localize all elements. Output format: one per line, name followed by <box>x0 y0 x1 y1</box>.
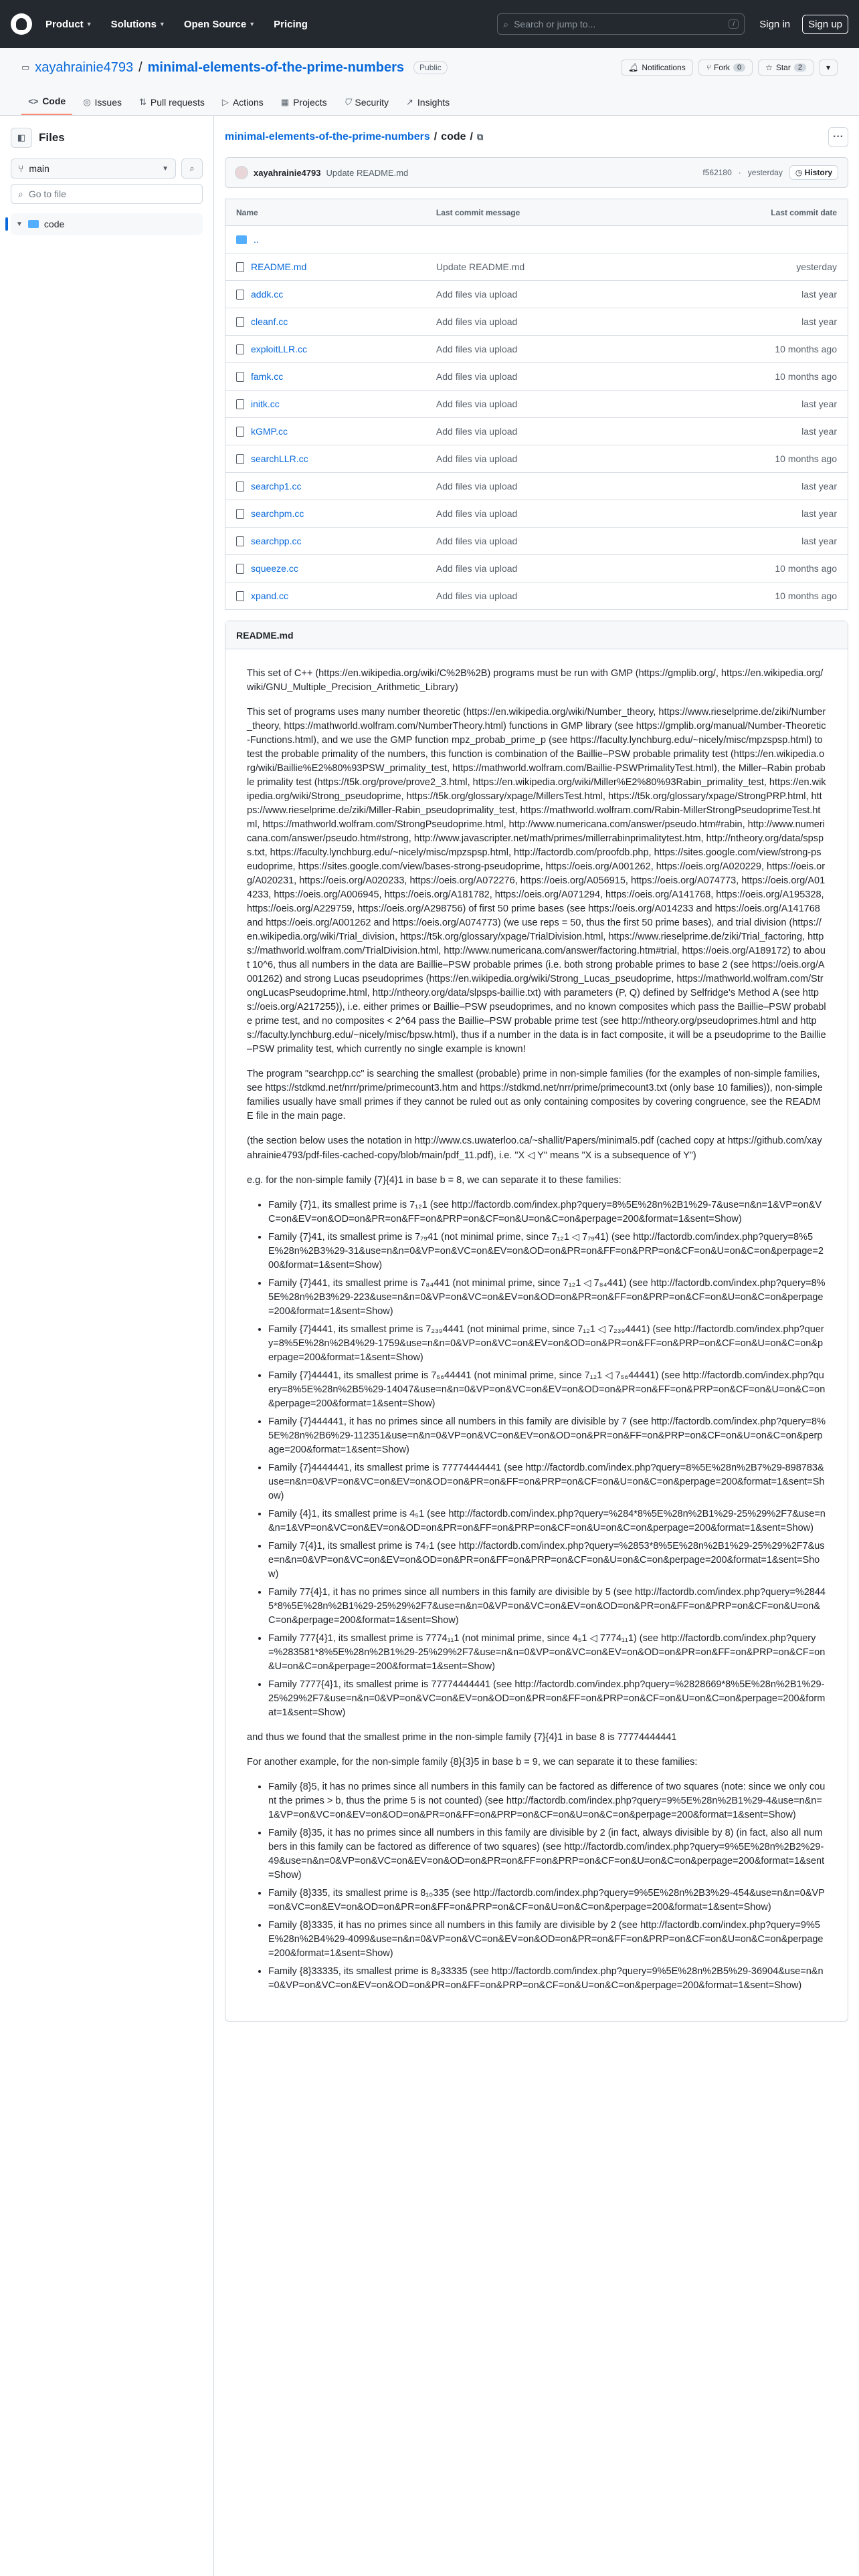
latest-commit-bar <box>225 157 848 188</box>
bell-icon: 🔔︎ <box>628 63 639 72</box>
star-dropdown-button[interactable] <box>819 60 838 76</box>
file-name-link[interactable]: searchpm.cc <box>251 508 304 519</box>
sidebar-item-label: code <box>43 219 65 229</box>
tab-label: Pull requests <box>150 97 205 108</box>
chevron-down-icon: ▾ <box>826 63 830 72</box>
notifications-button[interactable] <box>621 60 693 76</box>
table-row[interactable] <box>225 445 848 473</box>
commit-message-link[interactable]: Add files via upload <box>436 426 518 437</box>
fork-button[interactable] <box>698 60 753 76</box>
go-to-file-placeholder: Go to file <box>28 189 66 199</box>
main-content <box>214 116 859 2576</box>
list-item: • Family {7}4441, its smallest prime is 7₂₃₉4441 (not minimal prime, since 7₁₂1 ◁ 7₂₃₉4441) (see http://factordb.com/index.php?query=8%5E%28n%2B4%29-1759&use=n&n=0&VP=on&VC=on&EV=on&OD=on&PR=on&FF=on&PRP=on&CF=on&U=on&C=on&perpage=200&format=1&sent=Show) <box>268 1323 826 1365</box>
commit-message-link[interactable]: Add files via upload <box>436 563 518 574</box>
branch-icon: ⑂ <box>18 163 24 174</box>
readme-paragraph: This set of programs uses many number theoretic (https://en.wikipedia.org/wiki/Number_theory, https://www.rieselprime.de/ziki/Number_theory, https://mathworld.wolfram.com/NumberTheory.html) functions in GMP library (see https://gmplib.org/manual/Number-Theoretic-Functions.html), and we use the GMP function mpz_probab_prime_p (see https://faculty.lynchburg.edu/~nicely/misc/mpzspsp.html) to test the probable primality of the numbers, this function is combination of the Baillie–PSW probable primality test (https://en.wikipedia.org/wiki/Baillie%E2%80%93PSW_primality_test, https://mathworld.wolfram.com/Baillie-PSWPrimalityTest.html), the Miller–Rabin probable primality test (https://t5k.org/prove/prove2_3.html, https://en.wikipedia.org/wiki/Miller%E2%80%93Rabin_primality_test, https://en.wikipedia.org/wiki/Strong_pseudoprime, https://t5k.org/glossary/xpage/MillersTest.html, https://t5k.org/glossary/xpage/StrongPRP.html, https://www.rieselprime.de/ziki/Miller-Rabin_pseudoprimality_test, https://mathworld.wolfram.com/Rabin-MillerStrongPseudoprimeTest.html, https://mathworld.wolfram.com/StrongPseudoprime.html, http://www.numericana.com/answer/pseudo.htm#rabin, http://www.numericana.com/answer/pseudo.htm#strong, http://www.javascripter.net/math/primes/millerrabinprimalitytest.htm, http://ntheory.org/data/spsps.txt, https://faculty.lynchburg.edu/~nicely/misc/mpzspsp.html, http://factordb.com/proofdb.php, https://sites.google.com/view/strong-pseudoprime, https://sites.google.com/view/bases-strong-pseudoprime, https://oeis.org/A001262, https://oeis.org/A020229, https://oeis.org/A020231, https://oeis.org/A020233, https://oeis.org/A072276, https://oeis.org/A056915, https://oeis.org/A074773, https://oeis.org/A014233, https://oeis.org/A006945, https://oeis.org/A181782, https://oeis.org/A071294, https://oeis.org/A141768, https://oeis.org/A195328, https://oeis.org/A229759, https://oeis.org/A298756) of first 50 prime bases (see https://oeis.org/A014233 and https://oeis.org/A141768 and https://oeis.org/A001262 and https://oeis.org/A074773) (we use reps = 50, thus the first 50 prime bases), and trial division (https://en.wikipedia.org/wiki/Trial_division, https://t5k.org/glossary/xpage/TrialDivision.html, https://www.rieselprime.de/ziki/Trial_factoring, https://mathworld.wolfram.com/TrialDivision.html, http://www.numericana.com/answer/factoring.htm#trial, https://oeis.org/A189172) to about 10^6, thus all numbers in the data are Baillie–PSW probable primes (i.e. both strong probable primes to base 2 (see https://oeis.org/A001262) and strong Lucas pseudoprimes (https://en.wikipedia.org/wiki/Strong_Lucas_pseudoprime, https://mathworld.wolfram.com/StrongLucasPseudoprime.html, http://ntheory.org/data/slpsps-baillie.txt) with parameters (P, Q) defined by Selfridge's Method A (see https://oeis.org/A217255)), i.e. either primes or Baillie–PSW pseudoprimes, and no known composites which pass the Baillie–PSW probable prime test, and no composites < 2^64 pass the Baillie–PSW probable prime test (see http://ntheory.org/pseudoprimes.html and https://faculty.lynchburg.edu/~nicely/misc/bpsw.html), thus if a number in the data is in fact composite, it will be a pseudoprime to the Baillie–PSW primality test, which currently no single example is known! <box>247 707 826 1055</box>
commit-date: last year <box>660 473 848 500</box>
commit-message-link[interactable]: Add files via upload <box>436 399 518 409</box>
path-separator: / <box>138 60 142 75</box>
file-icon <box>236 454 244 464</box>
separator-dot: · <box>738 168 741 177</box>
commit-message-link[interactable]: Update README.md <box>436 261 525 272</box>
commit-author[interactable]: xayahrainie4793 <box>254 167 321 178</box>
table-row[interactable] <box>225 281 848 308</box>
sidebar-title: Files <box>39 131 65 144</box>
collapse-sidebar-button[interactable]: ◧ <box>11 128 32 148</box>
search-shortcut-badge: / <box>729 19 739 29</box>
nav-product[interactable]: Product ▼ <box>45 18 92 30</box>
table-row[interactable] <box>225 582 848 610</box>
file-icon <box>236 427 244 437</box>
list-item: • Family {7}44441, its smallest prime is 7₅₆44441 (not minimal prime, since 7₁₂1 ◁ 7₅₆44441) (see http://factordb.com/index.php?query=8%5E%28n%2B5%29-14047&use=n&n=0&VP=on&VC=on&EV=on&OD=on&PR=on&FF=on&PRP=on&CF=on&U=on&C=on&perpage=200&format=1&sent=Show) <box>268 1369 826 1411</box>
star-button[interactable] <box>758 60 814 76</box>
table-row[interactable] <box>225 418 848 445</box>
fork-label: Fork <box>713 63 730 72</box>
column-header-date: Last commit date <box>660 199 848 226</box>
visibility-badge: Public <box>413 61 448 74</box>
readme-body <box>225 649 848 2021</box>
tab-projects[interactable] <box>274 97 334 115</box>
folder-icon <box>236 235 247 244</box>
file-name-link[interactable]: initk.cc <box>251 399 280 409</box>
list-item: • Family {7}1, its smallest prime is 7₁₂1 (see http://factordb.com/index.php?query=8%5E%28n%2B1%29-7&use=n&n=1&VP=on&VC=on&EV=on&OD=on&PR=on&FF=on&PRP=on&CF=on&U=on&C=on&perpage=200&format=1&sent=Show) <box>268 1198 826 1226</box>
history-button[interactable] <box>789 165 838 180</box>
table-row-parent[interactable] <box>225 226 848 253</box>
column-header-name: Name <box>225 199 425 226</box>
nav-solutions[interactable]: Solutions ▼ <box>110 18 165 30</box>
tab-label: Issues <box>94 97 122 108</box>
readme-title: README.md <box>236 629 294 641</box>
commit-date: yesterday <box>660 253 848 281</box>
commit-message-link[interactable]: Add files via upload <box>436 316 518 327</box>
file-name-link[interactable]: kGMP.cc <box>251 426 288 437</box>
nav-pricing[interactable]: Pricing <box>274 18 308 30</box>
search-icon: ⌕ <box>18 188 23 199</box>
chevron-down-icon: ▼ <box>86 21 92 27</box>
file-name-link[interactable]: cleanf.cc <box>251 316 288 327</box>
issue-icon: ◎ <box>83 97 91 107</box>
commit-time: yesterday <box>747 168 783 177</box>
file-icon <box>236 591 244 601</box>
commit-message-link[interactable]: Add files via upload <box>436 508 518 519</box>
go-to-file-input[interactable] <box>11 184 203 204</box>
search-placeholder: Search or jump to... <box>514 19 596 29</box>
tab-label: Insights <box>417 97 450 108</box>
file-icon <box>236 290 244 300</box>
file-icon <box>236 564 244 574</box>
list-item: • Family {7}4444441, its smallest prime is 77774444441 (see http://factordb.com/index.php?query=8%5E%28n%2B7%29-898783&use=n&n=0&VP=on&VC=on&EV=on&OD=on&PR=on&FF=on&PRP=on&CF=on&U=on&C=on&perpage=200&format=1&sent=Show) <box>268 1461 826 1503</box>
table-row[interactable] <box>225 363 848 391</box>
tab-actions[interactable] <box>215 97 270 115</box>
table-row[interactable] <box>225 336 848 363</box>
play-icon: ▷ <box>221 97 229 107</box>
fork-count: 0 <box>733 64 745 72</box>
pull-request-icon: ⇅ <box>139 97 147 107</box>
branch-name: main <box>29 163 50 174</box>
file-icon <box>236 481 244 492</box>
file-name-link[interactable]: famk.cc <box>251 371 284 382</box>
list-item: • Family {8}33335, its smallest prime is 8₉33335 (see http://factordb.com/index.php?query=9%5E%28n%2B5%29-36904&use=n&n=0&VP=on&VC=on&EV=on&OD=on&PR=on&FF=on&PRP=on&CF=on&U=on&C=on&perpage=200&format=1&sent=Show) <box>268 1965 826 1993</box>
commit-date: last year <box>660 308 848 336</box>
readme-paragraph: and thus we found that the smallest prime in the non-simple family {7}{4}1 in base 8 is 77774444441 <box>247 1732 677 1743</box>
nav-open-source[interactable]: Open Source ▼ <box>183 18 256 30</box>
table-icon: ▦ <box>280 97 290 107</box>
file-name-link[interactable]: searchLLR.cc <box>251 453 308 464</box>
list-item: • Family 77{4}1, it has no primes since all numbers in this family are divisible by 5 (see http://factordb.com/index.php?query=%28445*8%5E%28n%2B1%29-25%29%2F7&use=n&n=0&VP=on&VC=on&EV=on&OD=on&PR=on&FF=on&PRP=on&CF=on&U=on&C=on&perpage=200&format=1&sent=Show) <box>268 1586 826 1628</box>
sign-up-button[interactable]: Sign up <box>802 15 848 34</box>
readme-header <box>225 621 848 649</box>
readme-paragraph: For another example, for the non-simple family {8}{3}5 in base b = 9, we can separate it to these families: <box>247 1757 698 1768</box>
file-icon <box>236 262 244 272</box>
search-files-button[interactable]: ⌕ <box>181 158 203 179</box>
commit-date: last year <box>660 281 848 308</box>
family-list <box>247 1198 826 1721</box>
commit-date: last year <box>660 500 848 528</box>
list-item: • Family {4}1, its smallest prime is 4₅1 (see http://factordb.com/index.php?query=%284*8%5E%28n%2B1%29-25%29%2F7&use=n&n=1&VP=on&VC=on&EV=on&OD=on&PR=on&FF=on&PRP=on&CF=on&U=on&C=on&perpage=200&format=1&sent=Show) <box>268 1507 826 1535</box>
chevron-down-icon: ▼ <box>16 220 23 228</box>
table-row[interactable] <box>225 528 848 555</box>
commit-date: 10 months ago <box>660 445 848 473</box>
breadcrumb-repo-link[interactable]: minimal-elements-of-the-prime-numbers <box>225 131 430 142</box>
commit-date: 10 months ago <box>660 555 848 582</box>
repo-icon: ▭ <box>21 62 30 72</box>
list-item: • Family 7777{4}1, its smallest prime is 77774444441 (see http://factordb.com/index.php?query=%2828669*8%5E%28n%2B1%29-25%29%2F7&use=n&n=0&VP=on&VC=on&EV=on&OD=on&PR=on&FF=on&PRP=on&CF=on&U=on&C=on&perpage=200&format=1&sent=Show) <box>268 1678 826 1720</box>
commit-message-link[interactable]: Add files via upload <box>436 289 518 300</box>
column-header-message: Last commit message <box>425 199 660 226</box>
tab-security[interactable] <box>338 97 395 115</box>
file-icon <box>236 372 244 382</box>
table-row[interactable] <box>225 473 848 500</box>
shield-icon: ⛉ <box>344 97 351 107</box>
file-name-link[interactable]: xpand.cc <box>251 591 289 601</box>
history-label: History <box>804 168 832 177</box>
commit-message-link[interactable]: Add files via upload <box>436 591 518 601</box>
code-icon: <> <box>28 96 39 106</box>
tab-code[interactable] <box>21 96 72 115</box>
repo-owner-link[interactable]: xayahrainie4793 <box>35 60 134 75</box>
sidebar-item-code[interactable] <box>11 213 203 235</box>
commit-sha[interactable]: f562180 <box>702 168 732 177</box>
list-item: • Family {8}3335, it has no primes since all numbers in this family are divisible by 2 (see http://factordb.com/index.php?query=9%5E%28n%2B4%29-4099&use=n&n=0&VP=on&VC=on&EV=on&OD=on&PR=on&FF=on&PRP=on&CF=on&U=on&C=on&perpage=200&format=1&sent=Show) <box>268 1919 826 1961</box>
commit-date: 10 months ago <box>660 363 848 391</box>
readme-paragraph: This set of C++ (https://en.wikipedia.org/wiki/C%2B%2B) programs must be run with GMP (https://gmplib.org/, https://en.wikipedia.org/wiki/GNU_Multiple_Precision_Arithmetic_Library) <box>247 668 824 693</box>
file-name-link[interactable]: searchp1.cc <box>251 481 302 492</box>
list-item: • Family 777{4}1, its smallest prime is 7774₁₁1 (not minimal prime, since 4₅1 ◁ 7774₁₁1) (see http://factordb.com/index.php?query=%283581*8%5E%28n%2B1%29-25%29%2F7&use=n&n=0&VP=on&VC=on&EV=on&OD=on&PR=on&FF=on&PRP=on&CF=on&U=on&C=on&perpage=200&format=1&sent=Show) <box>268 1632 826 1674</box>
file-icon <box>236 509 244 519</box>
list-item: • Family {7}441, its smallest prime is 7₈₄441 (not minimal prime, since 7₁₂1 ◁ 7₈₄441) (see http://factordb.com/index.php?query=8%5E%28n%2B3%29-223&use=n&n=0&VP=on&VC=on&EV=on&OD=on&PR=on&FF=on&PRP=on&CF=on&U=on&C=on&perpage=200&format=1&sent=Show) <box>268 1277 826 1319</box>
tab-label: Projects <box>293 97 327 108</box>
list-item: • Family 7{4}1, its smallest prime is 74₇1 (see http://factordb.com/index.php?query=%2853*8%5E%28n%2B1%29-25%29%2F7&use=n&n=0&VP=on&VC=on&EV=on&OD=on&PR=on&FF=on&PRP=on&CF=on&U=on&C=on&perpage=200&format=1&sent=Show) <box>268 1539 826 1582</box>
file-icon <box>236 399 244 409</box>
path-separator: / <box>470 131 473 142</box>
table-row[interactable] <box>225 555 848 582</box>
commit-message-link[interactable]: Add files via upload <box>436 344 518 354</box>
notifications-label: Notifications <box>642 63 686 72</box>
file-icon <box>236 344 244 354</box>
commit-date: 10 months ago <box>660 582 848 610</box>
github-logo-icon[interactable] <box>11 13 32 35</box>
file-name-link[interactable]: addk.cc <box>251 289 284 300</box>
list-item: • Family {8}35, it has no primes since all numbers in this family are divisible by 2 (in fact, always divisible by 8) (in fact, also all numbers in this family can be factored as difference of two squares) (see http://factordb.com/index.php?query=9%5E%28n%2B2%29-49&use=n&n=0&VP=on&VC=on&EV=on&OD=on&PR=on&FF=on&PRP=on&CF=on&U=on&C=on&perpage=200&format=1&sent=Show) <box>268 1826 826 1883</box>
parent-directory-link[interactable]: .. <box>254 234 259 245</box>
repo-header <box>0 48 859 116</box>
commit-date: 10 months ago <box>660 336 848 363</box>
global-nav <box>45 19 308 30</box>
file-icon <box>236 536 244 546</box>
file-name-link[interactable]: README.md <box>251 261 307 272</box>
list-item: • Family {8}335, its smallest prime is 8₁₀335 (see http://factordb.com/index.php?query=9%5E%28n%2B3%29-454&use=n&n=0&VP=on&VC=on&EV=on&OD=on&PR=on&FF=on&PRP=on&CF=on&U=on&C=on&perpage=200&format=1&sent=Show) <box>268 1887 826 1915</box>
tab-pull-requests[interactable] <box>132 97 211 115</box>
file-icon <box>236 317 244 327</box>
list-item: • Family {7}41, its smallest prime is 7₇₉41 (not minimal prime, since 7₁₂1 ◁ 7₇₉41) (see http://factordb.com/index.php?query=8%5E%28n%2B3%29-31&use=n&n=0&VP=on&VC=on&EV=on&OD=on&PR=on&FF=on&PRP=on&CF=on&U=on&C=on&perpage=200&format=1&sent=Show) <box>268 1230 826 1273</box>
copy-icon[interactable]: ⧉ <box>476 132 484 142</box>
search-icon: ⌕ <box>503 18 509 29</box>
tab-insights[interactable] <box>399 97 456 115</box>
file-name-link[interactable]: searchpp.cc <box>251 536 302 546</box>
global-header <box>0 0 859 48</box>
readme-paragraph: (the section below uses the notation in http://www.cs.uwaterloo.ca/~shallit/Papers/minimal5.pdf (cached copy at https://github.com/xayahrainie4793/pdf-files-cached-copy/blob/main/pdf_11.pdf), i.e. "X ◁ Y" means "X is a subsequence of Y") <box>247 1136 822 1161</box>
breadcrumb <box>225 125 848 149</box>
sign-in-link[interactable]: Sign in <box>759 18 791 30</box>
list-item: • Family {7}444441, it has no primes since all numbers in this family are divisible by 7 (see http://factordb.com/index.php?query=8%5E%28n%2B6%29-112351&use=n&n=0&VP=on&VC=on&EV=on&OD=on&PR=on&FF=on&PRP=on&CF=on&U=on&C=on&perpage=200&format=1&sent=Show) <box>268 1415 826 1457</box>
tab-label: Security <box>355 97 389 108</box>
commit-date: last year <box>660 528 848 555</box>
list-item: • Family {8}5, it has no primes since all numbers in this family can be factored as difference of two squares (note: since we only count the primes > b, thus the prime 5 is not counted) (see http://factordb.com/index.php?query=9%5E%28n%2B1%29-4&use=n&n=1&VP=on&VC=on&EV=on&OD=on&PR=on&FF=on&PRP=on&CF=on&U=on&C=on&perpage=200&format=1&sent=Show) <box>268 1780 826 1822</box>
more-options-button[interactable]: ··· <box>828 127 848 147</box>
breadcrumb-current: code <box>441 131 466 142</box>
table-row[interactable] <box>225 308 848 336</box>
fork-icon: ⑂ <box>705 63 710 72</box>
graph-icon: ↗ <box>405 97 413 107</box>
star-label: Star <box>775 63 791 72</box>
repo-tabs <box>21 87 838 115</box>
tab-issues[interactable] <box>76 97 128 115</box>
readme-panel <box>225 621 848 2022</box>
chevron-down-icon: ▼ <box>162 165 169 173</box>
tab-label: Actions <box>232 97 264 108</box>
commit-date: last year <box>660 391 848 418</box>
commit-message[interactable]: Update README.md <box>326 167 409 178</box>
commit-message-link[interactable]: Add files via upload <box>436 536 518 546</box>
star-count: 2 <box>794 64 806 72</box>
branch-selector[interactable] <box>11 158 176 179</box>
repo-name-link[interactable]: minimal-elements-of-the-prime-numbers <box>147 60 405 75</box>
history-icon: ◷ <box>795 168 803 177</box>
file-table <box>225 199 848 610</box>
commit-message-link[interactable]: Add files via upload <box>436 453 518 464</box>
commit-message-link[interactable]: Add files via upload <box>436 481 518 492</box>
commit-date: last year <box>660 418 848 445</box>
file-name-link[interactable]: squeeze.cc <box>251 563 298 574</box>
star-icon: ☆ <box>765 63 773 72</box>
table-row[interactable] <box>225 500 848 528</box>
chevron-down-icon: ▼ <box>249 21 256 27</box>
path-separator: / <box>434 131 438 142</box>
table-row[interactable] <box>225 253 848 281</box>
chevron-down-icon: ▼ <box>159 21 165 27</box>
commit-message-link[interactable]: Add files via upload <box>436 371 518 382</box>
table-row[interactable] <box>225 391 848 418</box>
folder-icon <box>28 220 39 228</box>
file-tree-sidebar <box>0 116 214 2576</box>
family-list <box>247 1780 826 1993</box>
search-input[interactable] <box>497 13 745 35</box>
tab-label: Code <box>42 96 66 106</box>
readme-paragraph: e.g. for the non-simple family {7}{4}1 in base b = 8, we can separate it to these families: <box>247 1174 622 1186</box>
avatar[interactable] <box>235 166 248 179</box>
file-name-link[interactable]: exploitLLR.cc <box>251 344 308 354</box>
readme-paragraph: The program "searchpp.cc" is searching the smallest (probable) prime in non-simple families (for the examples of non-simple families, see https://stdkmd.net/nrr/prime/primecount3.htm and https://stdkmd.net/nrr/prime/primecount3.txt (only base 10 families)), non-simple families usually have small primes if they cannot be ruled out as only containing composites by covering congruence, see the README file in the main page. <box>247 1069 823 1122</box>
